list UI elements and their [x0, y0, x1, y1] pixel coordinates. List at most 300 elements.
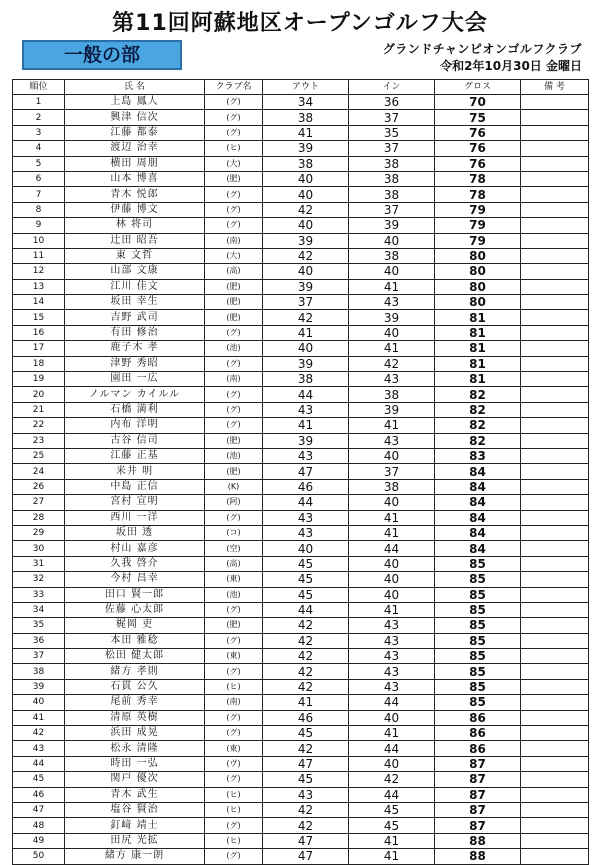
- rank-cell: 12: [13, 264, 65, 279]
- club-name: (肥): [205, 171, 263, 186]
- table-row: [13, 310, 589, 325]
- table-row: [13, 756, 589, 771]
- note-cell: [521, 325, 589, 340]
- out-score: 41: [263, 125, 349, 140]
- gross-score: 70: [435, 95, 521, 110]
- col-header-name: 氏 名: [65, 80, 205, 95]
- gross-score: 78: [435, 187, 521, 202]
- rank-cell: 7: [13, 187, 65, 202]
- club-name: (南): [205, 372, 263, 387]
- rank-cell: 43: [13, 741, 65, 756]
- out-score: 39: [263, 356, 349, 371]
- out-score: 45: [263, 556, 349, 571]
- out-score: 42: [263, 679, 349, 694]
- gross-score: 87: [435, 772, 521, 787]
- note-cell: [521, 679, 589, 694]
- out-score: 46: [263, 479, 349, 494]
- rank-cell: 26: [13, 479, 65, 494]
- note-cell: [521, 264, 589, 279]
- gross-score: 81: [435, 356, 521, 371]
- note-cell: [521, 479, 589, 494]
- club-name: (肥): [205, 295, 263, 310]
- note-cell: [521, 695, 589, 710]
- player-name: 山部 文康: [65, 264, 205, 279]
- in-score: 43: [349, 433, 435, 448]
- col-header-rank: 順位: [13, 80, 65, 95]
- gross-score: 81: [435, 325, 521, 340]
- col-header-gross: グロス: [435, 80, 521, 95]
- rank-cell: 41: [13, 710, 65, 725]
- gross-score: 87: [435, 818, 521, 833]
- in-score: 38: [349, 479, 435, 494]
- note-cell: [521, 171, 589, 186]
- note-cell: [521, 125, 589, 140]
- note-cell: [521, 587, 589, 602]
- rank-cell: 35: [13, 618, 65, 633]
- player-name: 今村 昌幸: [65, 572, 205, 587]
- player-name: 西川 一洋: [65, 510, 205, 525]
- out-score: 44: [263, 602, 349, 617]
- table-row: [13, 141, 589, 156]
- header-row: [13, 80, 589, 95]
- out-score: 40: [263, 187, 349, 202]
- club-name: (ヒ): [205, 141, 263, 156]
- table-row: [13, 479, 589, 494]
- out-score: 40: [263, 171, 349, 186]
- in-score: 37: [349, 110, 435, 125]
- table-row: [13, 433, 589, 448]
- club-name: (グ): [205, 710, 263, 725]
- table-row: [13, 587, 589, 602]
- rank-cell: 42: [13, 726, 65, 741]
- gross-score: 81: [435, 310, 521, 325]
- rank-cell: 24: [13, 464, 65, 479]
- table-row: [13, 710, 589, 725]
- table-row: [13, 726, 589, 741]
- player-name: 津野 秀昭: [65, 356, 205, 371]
- note-cell: [521, 356, 589, 371]
- in-score: 41: [349, 849, 435, 864]
- note-cell: [521, 248, 589, 263]
- gross-score: 80: [435, 279, 521, 294]
- rank-cell: 3: [13, 125, 65, 140]
- out-score: 47: [263, 756, 349, 771]
- note-cell: [521, 510, 589, 525]
- table-row: [13, 572, 589, 587]
- rank-cell: 22: [13, 418, 65, 433]
- gross-score: 76: [435, 125, 521, 140]
- club-name: (池): [205, 587, 263, 602]
- player-name: 江藤 正基: [65, 448, 205, 463]
- in-score: 43: [349, 295, 435, 310]
- out-score: 42: [263, 202, 349, 217]
- player-name: 久我 啓介: [65, 556, 205, 571]
- gross-score: 84: [435, 541, 521, 556]
- note-cell: [521, 95, 589, 110]
- player-name: 石貫 公久: [65, 679, 205, 694]
- in-score: 40: [349, 233, 435, 248]
- table-row: [13, 541, 589, 556]
- out-score: 41: [263, 325, 349, 340]
- club-name: (南): [205, 233, 263, 248]
- table-row: [13, 649, 589, 664]
- out-score: 42: [263, 618, 349, 633]
- table-row: [13, 787, 589, 802]
- in-score: 36: [349, 95, 435, 110]
- in-score: 38: [349, 171, 435, 186]
- results-body: [13, 95, 589, 865]
- gross-score: 85: [435, 572, 521, 587]
- rank-cell: 29: [13, 525, 65, 540]
- note-cell: [521, 664, 589, 679]
- out-score: 45: [263, 587, 349, 602]
- gross-score: 82: [435, 402, 521, 417]
- player-name: 古谷 信司: [65, 433, 205, 448]
- category-label: 一般の部: [22, 40, 182, 70]
- in-score: 40: [349, 448, 435, 463]
- club-name: (グ): [205, 95, 263, 110]
- player-name: 渡辺 治幸: [65, 141, 205, 156]
- in-score: 44: [349, 787, 435, 802]
- in-score: 37: [349, 464, 435, 479]
- player-name: 吉野 武司: [65, 310, 205, 325]
- player-name: 村山 嘉彦: [65, 541, 205, 556]
- gross-score: 85: [435, 602, 521, 617]
- rank-cell: 36: [13, 633, 65, 648]
- out-score: 45: [263, 772, 349, 787]
- rank-cell: 4: [13, 141, 65, 156]
- gross-score: 75: [435, 110, 521, 125]
- in-score: 40: [349, 264, 435, 279]
- player-name: 尾前 秀幸: [65, 695, 205, 710]
- rank-cell: 40: [13, 695, 65, 710]
- rank-cell: 14: [13, 295, 65, 310]
- player-name: 梶岡 吏: [65, 618, 205, 633]
- note-cell: [521, 156, 589, 171]
- table-row: [13, 802, 589, 817]
- col-header-in: イン: [349, 80, 435, 95]
- in-score: 43: [349, 618, 435, 633]
- out-score: 47: [263, 833, 349, 848]
- out-score: 40: [263, 541, 349, 556]
- table-row: [13, 833, 589, 848]
- club-name: (グ): [205, 418, 263, 433]
- gross-score: 85: [435, 664, 521, 679]
- gross-score: 87: [435, 756, 521, 771]
- rank-cell: 8: [13, 202, 65, 217]
- rank-cell: 45: [13, 772, 65, 787]
- note-cell: [521, 756, 589, 771]
- table-row: [13, 110, 589, 125]
- gross-score: 85: [435, 679, 521, 694]
- out-score: 42: [263, 664, 349, 679]
- out-score: 46: [263, 710, 349, 725]
- rank-cell: 13: [13, 279, 65, 294]
- table-row: [13, 341, 589, 356]
- rank-cell: 17: [13, 341, 65, 356]
- table-row: [13, 325, 589, 340]
- gross-score: 88: [435, 849, 521, 864]
- in-score: 41: [349, 510, 435, 525]
- gross-score: 85: [435, 556, 521, 571]
- gross-score: 80: [435, 295, 521, 310]
- out-score: 39: [263, 433, 349, 448]
- note-cell: [521, 187, 589, 202]
- table-row: [13, 156, 589, 171]
- club-name: (南): [205, 695, 263, 710]
- table-row: [13, 741, 589, 756]
- in-score: 39: [349, 310, 435, 325]
- club-name: (肥): [205, 310, 263, 325]
- note-cell: [521, 464, 589, 479]
- in-score: 38: [349, 248, 435, 263]
- player-name: 緒方 孝則: [65, 664, 205, 679]
- note-cell: [521, 310, 589, 325]
- club-name: (コ): [205, 525, 263, 540]
- out-score: 44: [263, 495, 349, 510]
- club-name: (肥): [205, 618, 263, 633]
- out-score: 42: [263, 741, 349, 756]
- note-cell: [521, 649, 589, 664]
- out-score: 44: [263, 387, 349, 402]
- player-name: 釘﨑 靖士: [65, 818, 205, 833]
- gross-score: 83: [435, 448, 521, 463]
- table-row: [13, 295, 589, 310]
- club-name: (東): [205, 649, 263, 664]
- table-row: [13, 664, 589, 679]
- note-cell: [521, 726, 589, 741]
- note-cell: [521, 433, 589, 448]
- rank-cell: 31: [13, 556, 65, 571]
- player-name: 有田 修治: [65, 325, 205, 340]
- rank-cell: 21: [13, 402, 65, 417]
- col-header-note: 備 考: [521, 80, 589, 95]
- gross-score: 86: [435, 741, 521, 756]
- table-row: [13, 418, 589, 433]
- table-row: [13, 679, 589, 694]
- table-row: [13, 218, 589, 233]
- note-cell: [521, 525, 589, 540]
- in-score: 43: [349, 649, 435, 664]
- table-row: [13, 849, 589, 864]
- rank-cell: 25: [13, 448, 65, 463]
- in-score: 43: [349, 633, 435, 648]
- in-score: 40: [349, 325, 435, 340]
- note-cell: [521, 787, 589, 802]
- club-name: (グ): [205, 218, 263, 233]
- gross-score: 82: [435, 387, 521, 402]
- event-date: 令和2年10月30日 金曜日: [440, 59, 582, 73]
- rank-cell: 20: [13, 387, 65, 402]
- gross-score: 87: [435, 802, 521, 817]
- table-row: [13, 372, 589, 387]
- rank-cell: 49: [13, 833, 65, 848]
- club-name: (グ): [205, 125, 263, 140]
- out-score: 40: [263, 218, 349, 233]
- club-name: (グ): [205, 187, 263, 202]
- player-name: 園田 一広: [65, 372, 205, 387]
- player-name: 江藤 都泰: [65, 125, 205, 140]
- player-name: ノルマン カイルル: [65, 387, 205, 402]
- out-score: 39: [263, 141, 349, 156]
- in-score: 35: [349, 125, 435, 140]
- rank-cell: 44: [13, 756, 65, 771]
- club-name: (K): [205, 479, 263, 494]
- out-score: 43: [263, 525, 349, 540]
- player-name: 浜田 成晃: [65, 726, 205, 741]
- note-cell: [521, 387, 589, 402]
- note-cell: [521, 710, 589, 725]
- in-score: 41: [349, 279, 435, 294]
- table-row: [13, 448, 589, 463]
- note-cell: [521, 233, 589, 248]
- gross-score: 88: [435, 833, 521, 848]
- rank-cell: 23: [13, 433, 65, 448]
- rank-cell: 28: [13, 510, 65, 525]
- out-score: 41: [263, 695, 349, 710]
- player-name: 田尻 光拡: [65, 833, 205, 848]
- in-score: 44: [349, 741, 435, 756]
- in-score: 40: [349, 587, 435, 602]
- out-score: 45: [263, 726, 349, 741]
- player-name: 東 文哲: [65, 248, 205, 263]
- club-name: (ヴ): [205, 756, 263, 771]
- in-score: 43: [349, 372, 435, 387]
- gross-score: 85: [435, 618, 521, 633]
- table-row: [13, 387, 589, 402]
- player-name: 塩谷 賢治: [65, 802, 205, 817]
- note-cell: [521, 495, 589, 510]
- out-score: 40: [263, 264, 349, 279]
- club-name: (グ): [205, 387, 263, 402]
- rank-cell: 1: [13, 95, 65, 110]
- player-name: 伊藤 博文: [65, 202, 205, 217]
- out-score: 38: [263, 110, 349, 125]
- gross-score: 86: [435, 726, 521, 741]
- out-score: 37: [263, 295, 349, 310]
- gross-score: 76: [435, 156, 521, 171]
- note-cell: [521, 833, 589, 848]
- out-score: 43: [263, 787, 349, 802]
- player-name: 辻田 昭吾: [65, 233, 205, 248]
- note-cell: [521, 218, 589, 233]
- player-name: 米井 明: [65, 464, 205, 479]
- club-name: (グ): [205, 402, 263, 417]
- rank-cell: 18: [13, 356, 65, 371]
- club-name: (池): [205, 448, 263, 463]
- table-row: [13, 187, 589, 202]
- note-cell: [521, 556, 589, 571]
- rank-cell: 19: [13, 372, 65, 387]
- in-score: 37: [349, 141, 435, 156]
- note-cell: [521, 418, 589, 433]
- note-cell: [521, 572, 589, 587]
- out-score: 42: [263, 649, 349, 664]
- player-name: 清原 英樹: [65, 710, 205, 725]
- gross-score: 81: [435, 341, 521, 356]
- note-cell: [521, 741, 589, 756]
- out-score: 42: [263, 633, 349, 648]
- in-score: 40: [349, 572, 435, 587]
- note-cell: [521, 802, 589, 817]
- note-cell: [521, 110, 589, 125]
- out-score: 42: [263, 802, 349, 817]
- club-name: (池): [205, 341, 263, 356]
- club-name: (グ): [205, 356, 263, 371]
- player-name: 林 将司: [65, 218, 205, 233]
- rank-cell: 38: [13, 664, 65, 679]
- out-score: 47: [263, 849, 349, 864]
- table-row: [13, 602, 589, 617]
- rank-cell: 15: [13, 310, 65, 325]
- table-row: [13, 264, 589, 279]
- out-score: 45: [263, 572, 349, 587]
- club-name: (ヒ): [205, 802, 263, 817]
- gross-score: 78: [435, 171, 521, 186]
- note-cell: [521, 295, 589, 310]
- club-name: (グ): [205, 726, 263, 741]
- club-name: (東): [205, 572, 263, 587]
- rank-cell: 6: [13, 171, 65, 186]
- page-title: 第11回阿蘇地区オープンゴルフ大会: [112, 11, 488, 36]
- results-table: [12, 79, 589, 865]
- table-row: [13, 402, 589, 417]
- gross-score: 85: [435, 587, 521, 602]
- out-score: 40: [263, 341, 349, 356]
- note-cell: [521, 141, 589, 156]
- gross-score: 82: [435, 433, 521, 448]
- in-score: 40: [349, 756, 435, 771]
- club-name: (グ): [205, 325, 263, 340]
- player-name: 緒方 康一朗: [65, 849, 205, 864]
- club-name: (グ): [205, 202, 263, 217]
- player-name: 坂田 透: [65, 525, 205, 540]
- in-score: 41: [349, 833, 435, 848]
- club-name: (大): [205, 248, 263, 263]
- player-name: 宮村 宣明: [65, 495, 205, 510]
- club-name: (肥): [205, 433, 263, 448]
- player-name: 内布 洋明: [65, 418, 205, 433]
- player-name: 本田 雅稔: [65, 633, 205, 648]
- rank-cell: 39: [13, 679, 65, 694]
- player-name: 上島 鳳人: [65, 95, 205, 110]
- table-row: [13, 695, 589, 710]
- gross-score: 84: [435, 479, 521, 494]
- note-cell: [521, 279, 589, 294]
- rank-cell: 16: [13, 325, 65, 340]
- rank-cell: 47: [13, 802, 65, 817]
- note-cell: [521, 602, 589, 617]
- out-score: 34: [263, 95, 349, 110]
- club-name: (ヒ): [205, 679, 263, 694]
- player-name: 松田 健太郎: [65, 649, 205, 664]
- rank-cell: 30: [13, 541, 65, 556]
- club-name: (肥): [205, 464, 263, 479]
- player-name: 横田 周朋: [65, 156, 205, 171]
- out-score: 42: [263, 310, 349, 325]
- gross-score: 79: [435, 218, 521, 233]
- player-name: 関戸 優次: [65, 772, 205, 787]
- gross-score: 79: [435, 202, 521, 217]
- table-row: [13, 248, 589, 263]
- rank-cell: 37: [13, 649, 65, 664]
- gross-score: 85: [435, 633, 521, 648]
- club-name: (グ): [205, 633, 263, 648]
- in-score: 38: [349, 156, 435, 171]
- rank-cell: 9: [13, 218, 65, 233]
- note-cell: [521, 772, 589, 787]
- table-row: [13, 525, 589, 540]
